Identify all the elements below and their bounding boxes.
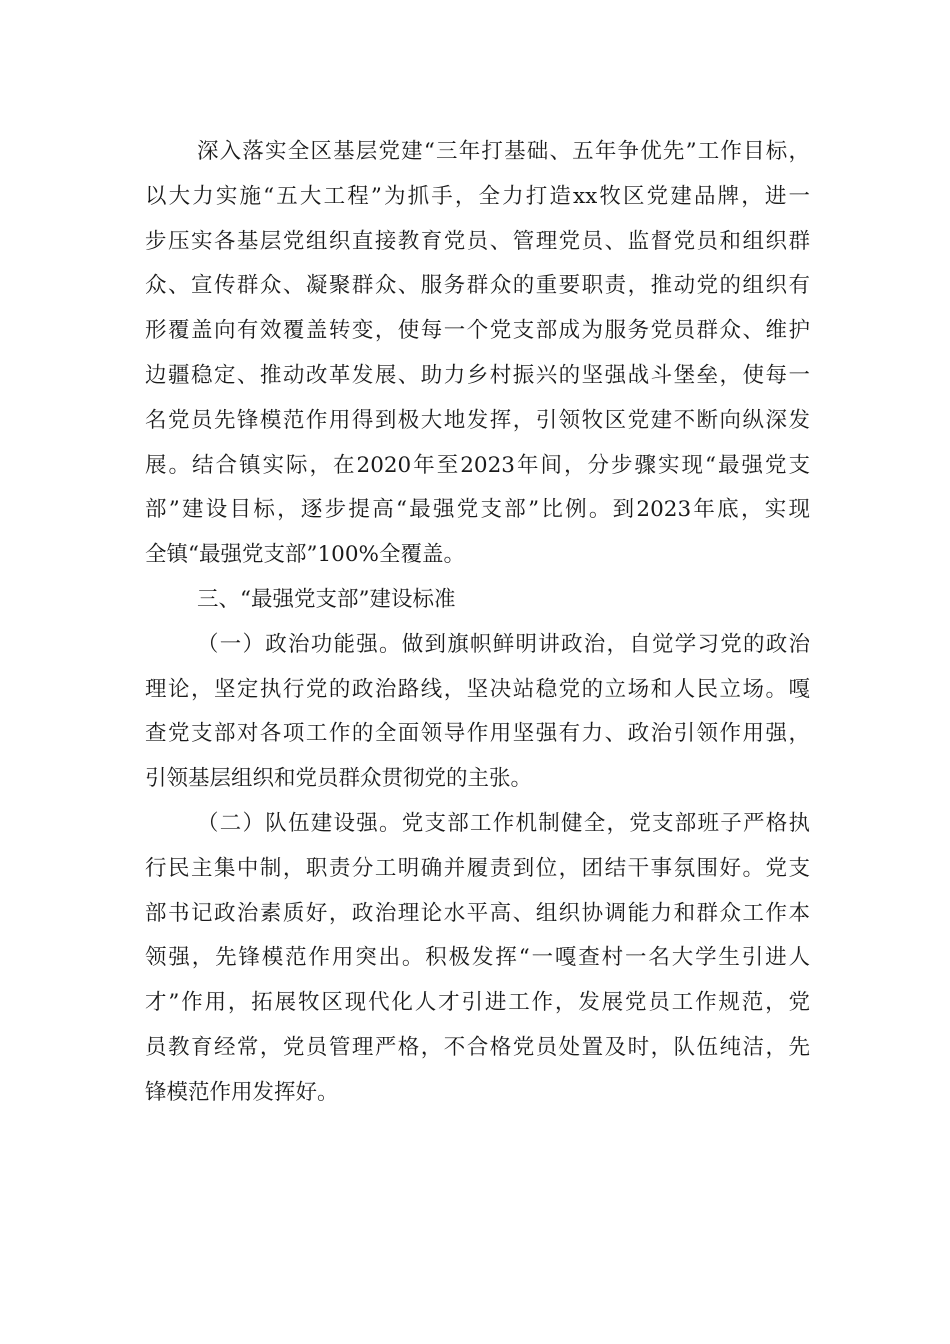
document-body	[145, 130, 810, 1116]
text-line: 名党员先锋模范作用得到极大地发挥，引领牧区党建不断向纵深发	[145, 407, 810, 433]
text-line: 领强，先锋模范作用突出。积极发挥“一嘎查村一名大学生引进人	[145, 945, 810, 971]
text-line: 锋模范作用发挥好。	[145, 1079, 339, 1105]
text-line: （一）政治功能强。做到旗帜鲜明讲政治，自觉学习党的政治	[197, 631, 810, 657]
text-line: 边疆稳定、推动改革发展、助力乡村振兴的坚强战斗堡垒，使每一	[145, 362, 810, 388]
paragraph-team-building	[145, 802, 810, 1116]
text-line: 部”建设目标，逐步提高“最强党支部”比例。到2023年底，实现	[145, 497, 810, 523]
text-line: 员教育经常，党员管理严格，不合格党员处置及时，队伍纯洁，先	[145, 1034, 810, 1060]
text-line: 行民主集中制，职责分工明确并履责到位，团结干事氛围好。党支	[145, 855, 810, 881]
paragraph-goals	[145, 130, 810, 578]
text-line: （二）队伍建设强。党支部工作机制健全，党支部班子严格执	[197, 810, 810, 836]
text-line: 全镇“最强党支部”100%全覆盖。	[145, 542, 465, 568]
text-line: 部书记政治素质好，政治理论水平高、组织协调能力和群众工作本	[145, 900, 810, 926]
text-line: 理论，坚定执行党的政治路线，坚决站稳党的立场和人民立场。嘎	[145, 676, 810, 702]
text-line: 众、宣传群众、凝聚群众、服务群众的重要职责，推动党的组织有	[145, 273, 810, 299]
text-line: 查党支部对各项工作的全面领导作用坚强有力、政治引领作用强，	[145, 721, 810, 747]
text-line: 才”作用，拓展牧区现代化人才引进工作，发展党员工作规范，党	[145, 990, 810, 1016]
text-line: 以大力实施“五大工程”为抓手，全力打造xx牧区党建品牌，进一	[145, 183, 810, 209]
section-heading-text: 三、“最强党支部”建设标准	[197, 586, 456, 612]
text-line: 形覆盖向有效覆盖转变，使每一个党支部成为服务党员群众、维护	[145, 318, 810, 344]
text-line: 步压实各基层党组织直接教育党员、管理党员、监督党员和组织群	[145, 228, 810, 254]
section-heading	[145, 578, 810, 623]
text-line: 引领基层组织和党员群众贯彻党的主张。	[145, 766, 533, 792]
text-line: 展。结合镇实际，在2020年至2023年间，分步骤实现“最强党支	[145, 452, 810, 478]
text-line: 深入落实全区基层党建“三年打基础、五年争优先”工作目标，	[197, 139, 810, 164]
paragraph-political-function	[145, 623, 810, 802]
